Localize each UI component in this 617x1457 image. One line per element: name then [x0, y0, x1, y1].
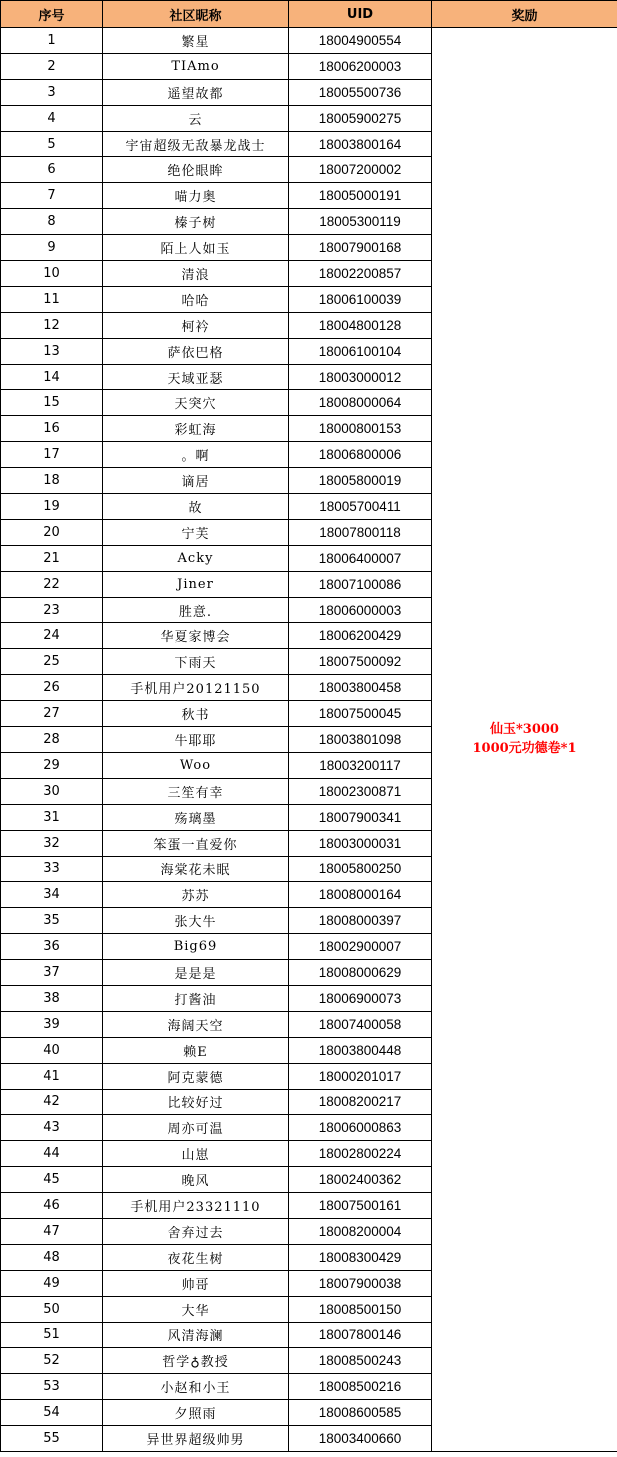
row-index: 24: [1, 623, 103, 649]
row-uid: 18008300429: [289, 1244, 432, 1270]
row-nickname: 清浪: [103, 261, 289, 287]
row-index: 50: [1, 1296, 103, 1322]
row-index: 13: [1, 338, 103, 364]
row-uid: 18008500243: [289, 1348, 432, 1374]
row-index: 52: [1, 1348, 103, 1374]
row-nickname: 手机用户20121150: [103, 675, 289, 701]
row-nickname: 舍弃过去: [103, 1218, 289, 1244]
row-uid: 18007900168: [289, 235, 432, 261]
row-nickname: 宁芙: [103, 519, 289, 545]
row-nickname: 周亦可温: [103, 1115, 289, 1141]
row-uid: 18005700411: [289, 494, 432, 520]
row-index: 55: [1, 1426, 103, 1452]
row-uid: 18005900275: [289, 105, 432, 131]
row-nickname: 绝伦眼眸: [103, 157, 289, 183]
row-uid: 18006100039: [289, 286, 432, 312]
row-index: 46: [1, 1193, 103, 1219]
row-index: 45: [1, 1167, 103, 1193]
row-nickname: 比较好过: [103, 1089, 289, 1115]
row-uid: 18003801098: [289, 727, 432, 753]
row-uid: 18002400362: [289, 1167, 432, 1193]
row-nickname: 下雨天: [103, 649, 289, 675]
header-uid: UID: [289, 1, 432, 28]
row-nickname: 是是是: [103, 960, 289, 986]
row-nickname: 谪居: [103, 468, 289, 494]
row-uid: 18007900038: [289, 1270, 432, 1296]
row-index: 25: [1, 649, 103, 675]
row-nickname: 牛耶耶: [103, 727, 289, 753]
row-index: 53: [1, 1374, 103, 1400]
row-nickname: 殇璃墨: [103, 804, 289, 830]
row-index: 33: [1, 856, 103, 882]
row-uid: 18007100086: [289, 571, 432, 597]
row-uid: 18005800019: [289, 468, 432, 494]
row-uid: 18007900341: [289, 804, 432, 830]
row-uid: 18005000191: [289, 183, 432, 209]
row-uid: 18003800448: [289, 1037, 432, 1063]
row-uid: 18007800118: [289, 519, 432, 545]
row-nickname: 夕照雨: [103, 1400, 289, 1426]
row-nickname: 打酱油: [103, 985, 289, 1011]
row-nickname: 天域亚瑟: [103, 364, 289, 390]
row-index: 1: [1, 28, 103, 54]
header-nickname: 社区昵称: [103, 1, 289, 28]
row-index: 16: [1, 416, 103, 442]
row-index: 20: [1, 519, 103, 545]
row-uid: 18005800250: [289, 856, 432, 882]
row-index: 29: [1, 752, 103, 778]
row-index: 48: [1, 1244, 103, 1270]
row-uid: 18006000863: [289, 1115, 432, 1141]
row-index: 41: [1, 1063, 103, 1089]
row-index: 12: [1, 312, 103, 338]
row-nickname: 三笙有幸: [103, 778, 289, 804]
row-uid: 18004900554: [289, 28, 432, 54]
row-index: 3: [1, 79, 103, 105]
row-nickname: 小赵和小王: [103, 1374, 289, 1400]
row-uid: 18002900007: [289, 934, 432, 960]
row-uid: 18008000164: [289, 882, 432, 908]
row-nickname: 山崽: [103, 1141, 289, 1167]
row-nickname: 陌上人如玉: [103, 235, 289, 261]
row-uid: 18008000064: [289, 390, 432, 416]
row-nickname: 海棠花未眠: [103, 856, 289, 882]
row-index: 35: [1, 908, 103, 934]
row-uid: 18003400660: [289, 1426, 432, 1452]
row-uid: 18003200117: [289, 752, 432, 778]
row-nickname: 胜意.: [103, 597, 289, 623]
row-nickname: 风清海澜: [103, 1322, 289, 1348]
row-index: 18: [1, 468, 103, 494]
row-index: 19: [1, 494, 103, 520]
row-uid: 18006800006: [289, 442, 432, 468]
row-index: 9: [1, 235, 103, 261]
row-nickname: 异世界超级帅男: [103, 1426, 289, 1452]
row-index: 5: [1, 131, 103, 157]
row-uid: 18006200003: [289, 53, 432, 79]
row-index: 40: [1, 1037, 103, 1063]
row-uid: 18003800458: [289, 675, 432, 701]
row-index: 32: [1, 830, 103, 856]
row-nickname: 夜花生树: [103, 1244, 289, 1270]
row-index: 8: [1, 209, 103, 235]
row-uid: 18000201017: [289, 1063, 432, 1089]
row-uid: 18003000012: [289, 364, 432, 390]
row-index: 51: [1, 1322, 103, 1348]
row-index: 14: [1, 364, 103, 390]
row-uid: 18002800224: [289, 1141, 432, 1167]
row-uid: 18002200857: [289, 261, 432, 287]
table-row: [1, 28, 617, 54]
row-index: 10: [1, 261, 103, 287]
row-uid: 18007400058: [289, 1011, 432, 1037]
row-index: 43: [1, 1115, 103, 1141]
row-index: 21: [1, 545, 103, 571]
row-nickname: 哈哈: [103, 286, 289, 312]
row-index: 23: [1, 597, 103, 623]
row-nickname: 手机用户23321110: [103, 1193, 289, 1219]
table-body: [1, 28, 617, 1452]
row-nickname: 萨依巴格: [103, 338, 289, 364]
row-index: 6: [1, 157, 103, 183]
row-nickname: 喵力奥: [103, 183, 289, 209]
row-index: 11: [1, 286, 103, 312]
row-uid: 18006000003: [289, 597, 432, 623]
row-nickname: 华夏家博会: [103, 623, 289, 649]
row-nickname: 。啊: [103, 442, 289, 468]
row-nickname: Jiner: [103, 571, 289, 597]
row-index: 22: [1, 571, 103, 597]
row-nickname: 张大牛: [103, 908, 289, 934]
row-nickname: 秋书: [103, 701, 289, 727]
row-uid: 18008600585: [289, 1400, 432, 1426]
row-uid: 18007500092: [289, 649, 432, 675]
row-uid: 18007500161: [289, 1193, 432, 1219]
row-index: 49: [1, 1270, 103, 1296]
reward-line-2: 1000元功德卷*1: [472, 741, 577, 757]
row-index: 42: [1, 1089, 103, 1115]
row-nickname: 哲学♁教授: [103, 1348, 289, 1374]
reward-cell: [432, 28, 617, 1452]
header-reward: 奖励: [432, 1, 617, 28]
row-index: 4: [1, 105, 103, 131]
row-nickname: TIAmo: [103, 53, 289, 79]
row-uid: 18006200429: [289, 623, 432, 649]
row-nickname: 帅哥: [103, 1270, 289, 1296]
row-uid: 18006900073: [289, 985, 432, 1011]
row-uid: 18007200002: [289, 157, 432, 183]
row-nickname: 阿克蒙德: [103, 1063, 289, 1089]
row-index: 7: [1, 183, 103, 209]
row-index: 31: [1, 804, 103, 830]
row-uid: 18006400007: [289, 545, 432, 571]
row-uid: 18008500216: [289, 1374, 432, 1400]
row-index: 30: [1, 778, 103, 804]
row-nickname: 海阔天空: [103, 1011, 289, 1037]
header-index: 序号: [1, 1, 103, 28]
row-nickname: 晚风: [103, 1167, 289, 1193]
row-nickname: 榛子树: [103, 209, 289, 235]
row-nickname: 天突穴: [103, 390, 289, 416]
row-index: 27: [1, 701, 103, 727]
row-index: 17: [1, 442, 103, 468]
row-nickname: 宇宙超级无敌暴龙战士: [103, 131, 289, 157]
row-uid: 18008500150: [289, 1296, 432, 1322]
row-index: 15: [1, 390, 103, 416]
row-index: 28: [1, 727, 103, 753]
table-header: [1, 1, 617, 28]
row-uid: 18004800128: [289, 312, 432, 338]
row-uid: 18003000031: [289, 830, 432, 856]
row-nickname: Woo: [103, 752, 289, 778]
row-nickname: 笨蛋一直爱你: [103, 830, 289, 856]
row-index: 26: [1, 675, 103, 701]
row-index: 39: [1, 1011, 103, 1037]
row-nickname: Big69: [103, 934, 289, 960]
row-nickname: 故: [103, 494, 289, 520]
row-uid: 18005500736: [289, 79, 432, 105]
row-uid: 18002300871: [289, 778, 432, 804]
row-index: 2: [1, 53, 103, 79]
row-uid: 18007500045: [289, 701, 432, 727]
row-uid: 18000800153: [289, 416, 432, 442]
row-uid: 18008000629: [289, 960, 432, 986]
reward-line-1: 仙玉*3000: [490, 722, 559, 738]
row-index: 37: [1, 960, 103, 986]
row-nickname: 云: [103, 105, 289, 131]
row-nickname: 繁星: [103, 28, 289, 54]
row-uid: 18005300119: [289, 209, 432, 235]
row-index: 36: [1, 934, 103, 960]
row-uid: 18008200217: [289, 1089, 432, 1115]
header-row: [1, 1, 617, 28]
row-index: 54: [1, 1400, 103, 1426]
row-uid: 18003800164: [289, 131, 432, 157]
row-nickname: 苏苏: [103, 882, 289, 908]
row-nickname: 大华: [103, 1296, 289, 1322]
row-uid: 18006100104: [289, 338, 432, 364]
row-uid: 18007800146: [289, 1322, 432, 1348]
row-uid: 18008200004: [289, 1218, 432, 1244]
row-nickname: 赖E: [103, 1037, 289, 1063]
row-index: 38: [1, 985, 103, 1011]
row-uid: 18008000397: [289, 908, 432, 934]
row-index: 44: [1, 1141, 103, 1167]
row-nickname: 遥望故都: [103, 79, 289, 105]
row-nickname: Acky: [103, 545, 289, 571]
row-nickname: 彩虹海: [103, 416, 289, 442]
row-index: 34: [1, 882, 103, 908]
row-index: 47: [1, 1218, 103, 1244]
row-nickname: 柯衿: [103, 312, 289, 338]
